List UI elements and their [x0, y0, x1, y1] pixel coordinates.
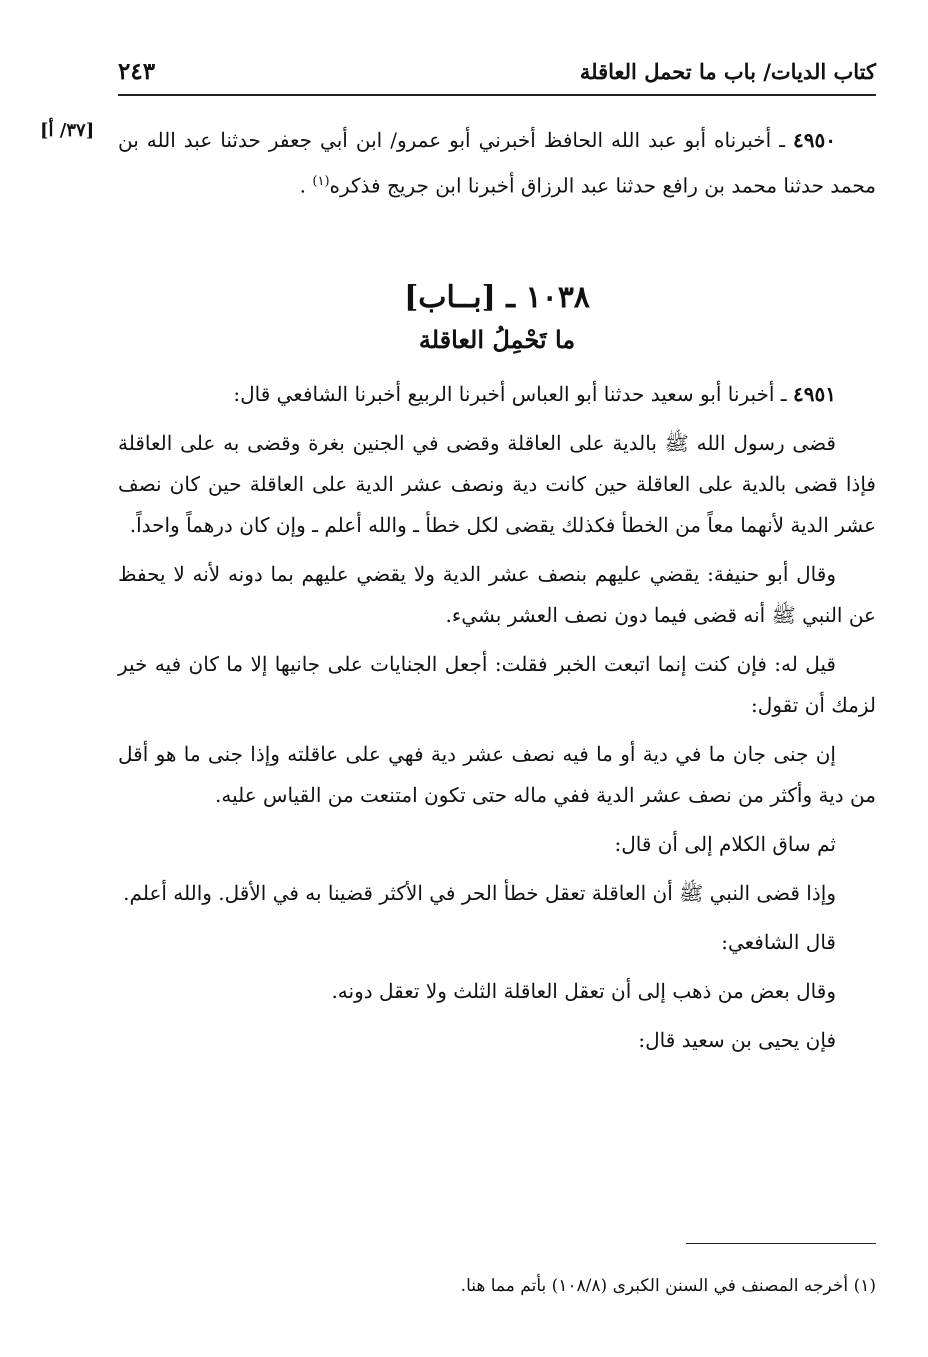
footnote — [118, 1272, 876, 1300]
chapter-subtitle: ما تَحْمِلُ العاقلة — [418, 325, 576, 354]
footnote-number: (١) — [853, 1276, 876, 1296]
footnote-divider — [686, 1243, 876, 1244]
body-paragraph: ثم ساق الكلام إلى أن قال: — [614, 832, 836, 856]
body-paragraph: قال الشافعي: — [721, 930, 836, 954]
hadith-4950-paragraph — [118, 120, 876, 207]
body-paragraph: وقال بعض من ذهب إلى أن تعقل العاقلة الثلث ولا تعقل دونه. — [331, 979, 836, 1003]
body-paragraph: قيل له: فإن كنت إنما اتبعت الخبر فقلت: أجعل الجنايات على جانيها إلا ما كان فيه خير لزمك أن تقول: — [118, 652, 876, 717]
hadith-number: ٤٩٥٠ — [793, 128, 836, 152]
hadith-intro-text: ـ أخبرنا أبو سعيد حدثنا أبو العباس أخبرنا الربيع أخبرنا الشافعي قال: — [233, 382, 794, 406]
footnote-reference[interactable]: (١) — [312, 174, 330, 189]
footnote-text: أخرجه المصنف في السنن الكبرى (١٠٨/٨) بأتم مما هنا. — [460, 1276, 854, 1296]
hadith-ending: . — [299, 173, 313, 198]
hadith-number: ٤٩٥١ — [793, 382, 836, 406]
hadith-4951-block — [118, 374, 876, 1069]
body-paragraph: قضى رسول الله ﷺ بالدية على العاقلة وقضى في الجنين بغرة وقضى به على العاقلة فإذا قضى بالدية على العاقلة حين كانت دية ونصف عشر الدية على العاقلة حين كان نصف عشر الدية لأنهما معاً من الخطأ فكذلك يقضى لكل خطأ ـ والله أعلم ـ وإن كان درهماً واحداً. — [118, 431, 876, 537]
running-header — [118, 48, 876, 96]
page-number: ٢٤٣ — [118, 57, 156, 85]
hadith-4951-intro — [118, 374, 876, 415]
body-paragraph: وإذا قضى النبي ﷺ أن العاقلة تعقل خطأ الحر في الأكثر قضينا به في الأقل. والله أعلم. — [123, 881, 836, 905]
chapter-heading — [118, 276, 876, 360]
hadith-text: ـ أخبرناه أبو عبد الله الحافظ أخبرني أبو عمرو/ ابن أبي جعفر حدثنا عبد الله بن محمد حدثنا محمد بن رافع حدثنا عبد الرزاق أخبرنا ابن جريج فذكره — [118, 128, 876, 198]
running-title: كتاب الديات/ باب ما تحمل العاقلة — [579, 58, 876, 84]
hadith-4950-block — [118, 120, 876, 215]
manuscript-folio-reference: [٣٧/ أ] — [40, 120, 95, 141]
body-paragraph: وقال أبو حنيفة: يقضي عليهم بنصف عشر الدية ولا يقضي عليهم بما دونه لأنه لا يحفظ عن النبي ﷺ أنه قضى فيما دون نصف العشر بشيء. — [118, 562, 876, 627]
body-paragraph: إن جنى جان ما في دية أو ما فيه نصف عشر دية فهي على عاقلته وإذا جنى ما هو أقل من دية وأكثر من نصف عشر الدية ففي ماله حتى تكون امتنعت من القياس عليه. — [118, 742, 876, 807]
chapter-title: ١٠٣٨ ـ [بــاب] — [404, 280, 590, 315]
body-paragraph: فإن يحيى بن سعيد قال: — [638, 1028, 836, 1052]
